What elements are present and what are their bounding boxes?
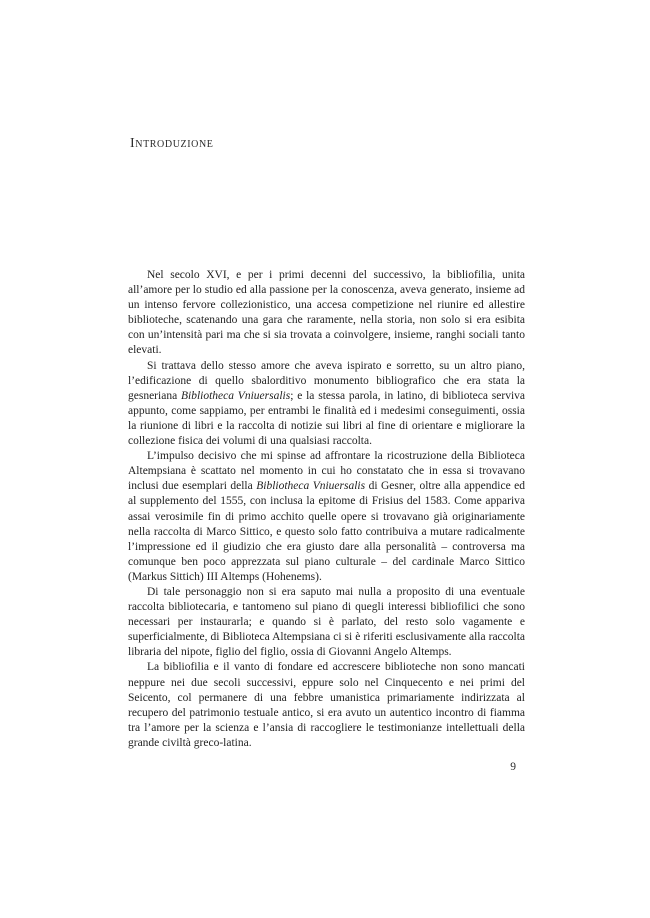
text-segment: Si trattava dello stesso amore che aveva ispirato e sorretto, su un altro piano, l’edificazione di quello sbalorditivo monumento bibliografico che era stata la gesneriana — [128, 359, 525, 402]
italic-text: Bibliotheca Vniuersalis — [180, 389, 291, 402]
paragraph — [128, 660, 525, 751]
text-segment: La bibliofilia e il vanto di fondare ed accrescere biblioteche non sono mancati neppure nei due secoli successivi, eppure solo nel Cinquecento e nei primi del Seicento, col permanere di una febbre umanistica primariamente indirizzata al recupero del patrimonio testuale antico, si era avuto un autentico incontro di fiamma tra l’amore per la scienza e l’ansia di raccogliere le testimonianze intellettuali della grande civiltà greco-latina. — [128, 661, 525, 749]
text-segment: Di tale personaggio non si era saputo mai nulla a proposito di una eventuale raccolta bibliotecaria, e tantomeno sul piano di quegli interessi bibliofilici che sono necessari per instaurarla; e quando si è parlato, del resto solo vagamente e superficialmente, di Biblioteca Altempsiana ci si è riferiti esclusivamente alla raccolta libraria del nipote, figlio del figlio, ossia di Giovanni Angelo Altemps. — [128, 585, 525, 659]
paragraph — [128, 268, 525, 359]
chapter-heading: Introduzione — [130, 136, 214, 151]
text-segment: Nel secolo XVI, e per i primi decenni del successivo, la bibliofilia, unita all’amore per lo studio ed alla passione per la conoscenza, aveva generato, insieme ad un intenso fervore collezionistico, una accesa competizione nel riunire ed allestire biblioteche, scatenando una gara che raramente, nella storia, non solo si era esibita con un’intensità pari ma che si sia trovata a coinvolgere, insieme, ranghi sociali tanto elevati. — [128, 269, 525, 357]
body-text — [128, 268, 525, 751]
page-number: 9 — [510, 761, 516, 773]
paragraph — [128, 585, 525, 660]
text-segment: ; e la stessa parola, in latino, di biblioteca serviva appunto, come sappiamo, per entrambi le finalità ed i medesimi conseguimenti, ossia la riunione di libri e la raccolta di notizie sui libri al fine di orientare e migliorare la collezione fisica dei volumi di una qualsiasi raccolta. — [128, 389, 526, 448]
text-segment: di Gesner, oltre alla appendice ed al supplemento del 1555, con inclusa la epitome di Frisius del 1583. Come appariva assai verosimile fin di primo acchito quelle opere si trovavano già originariamente nella raccolta di Marco Sittico, e questo solo fatto contribuiva a mutare radicalmente l’impressione ed il giudizio che era giusto dare alla personalità – controversa ma comunque ben poco apprezzata sul piano culturale – del cardinale Marco Sittico (Markus Sittich) III Altemps (Hohenems). — [128, 480, 526, 583]
text-segment: L’impulso decisivo che mi spinse ad affrontare la ricostruzione della Biblioteca Altempsiana è scattato nel momento in cui ho constatato che in essa si trovavano inclusi due esemplari della — [128, 450, 525, 493]
paragraph — [128, 359, 525, 450]
paragraph — [128, 449, 525, 585]
italic-text: Bibliotheca Vniuersalis — [256, 480, 366, 493]
